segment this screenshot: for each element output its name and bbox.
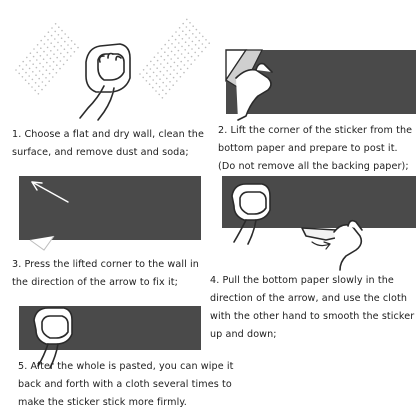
arrow-icon [312,242,330,249]
step-3-text: 3. Press the lifted corner to the wall in the direction of the arrow to fix it; [12,259,199,288]
hand-with-cloth-icon [232,184,270,244]
arrow-icon [32,182,68,202]
step1-illustration [0,0,200,120]
step-5-text: 5. After the whole is pasted, you can wipe it back and forth with a cloth several times to make the sticker stick more firmly. [18,361,234,408]
hand-with-cloth-icon [80,44,130,120]
backing-paper-outline [30,236,54,250]
step2-illustration [216,0,416,120]
step-4-text: 4. Pull the bottom paper slowly in the direction of the arrow, and use the cloth with the other hand to smooth the sticker up and down; [210,275,415,340]
step3-illustration [10,170,210,260]
step-2-text: 2. Lift the corner of the sticker from the bottom paper and prepare to post it. (Do not remove all the backing paper); [218,125,413,172]
hand-pulling-paper-icon [302,221,362,270]
step-1-text: 1. Choose a flat and dry wall, clean the surface, and remove dust and soda; [12,129,204,158]
step4-illustration [216,170,416,270]
